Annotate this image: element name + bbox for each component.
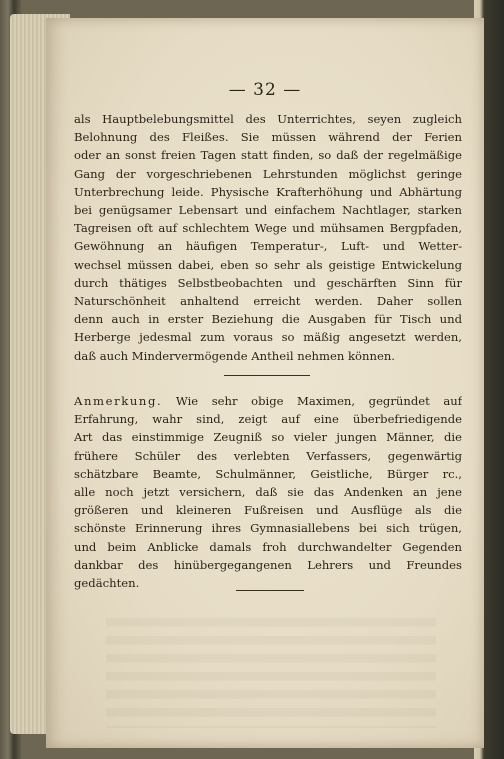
text-line: größeren und kleineren Fußreisen und Ausflüge als die [74,503,462,518]
text-line: Unterbrechung leide. Physische Krafterhöhung und Abhärtung [74,184,462,199]
text-line: denn auch in erster Beziehung die Ausgaben für Tisch und [74,312,462,327]
text-line: Erfahrung, wahr sind, zeigt auf eine überbefriedigende [74,412,462,427]
note-paragraph [74,392,462,592]
text-line: Gang der vorgeschriebenen Lehrstunden möglichst geringe [74,166,462,181]
main-paragraph [74,110,462,365]
text-line: Naturschönheit anhaltend erreicht werden. Daher sollen [74,294,462,309]
text-line: frühere Schüler des verlebten Verfassers, gegenwärtig [74,448,462,463]
show-through-texture [106,618,436,728]
text-line: als Hauptbelebungsmittel des Unterrichtes, seyen zugleich [74,112,462,126]
section-divider [224,375,310,376]
text-line: daß auch Mindervermögende Antheil nehmen können. [74,348,395,363]
text-line: bei genügsamer Lebensart und einfachem Nachtlager, starken [74,203,462,218]
text-line: Tagreisen oft auf schlechtem Wege und mühsamen Bergpfaden, [74,221,462,236]
text-line: gedächten. [74,576,140,591]
text-line: durch thätiges Selbstbeobachten und geschärften Sinn für [74,275,462,290]
note-first-line [74,392,462,410]
text-line: und beim Anblicke damals froh durchwandelter Gegenden [74,539,462,554]
note-first-line-text: Wie sehr obige Maximen, gegründet auf [175,394,462,408]
text-line: alle noch jetzt versichern, daß sie das Andenken an jene [74,485,462,500]
text-line: schätzbare Beamte, Schulmänner, Geistliche, Bürger rc., [74,466,462,481]
end-divider [236,590,304,591]
text-line: Belohnung des Fleißes. Sie müssen während der Ferien [74,130,462,145]
text-line: schönste Erinnerung ihres Gymnasiallebens bei sich trügen, [74,521,462,536]
book-page [46,18,484,748]
text-line: oder an sonst freien Tagen statt finden, so daß der regelmäßige [74,148,462,163]
note-label: Anmerkung. [74,394,163,408]
text-line: dankbar des hinübergegangenen Lehrers und Freundes [74,557,462,572]
text-line: wechsel müssen dabei, eben so sehr als geistige Entwickelung [74,257,462,272]
text-line: Art das einstimmige Zeugniß so vieler jungen Männer, die [74,430,462,445]
text-line: Gewöhnung an häufigen Temperatur-, Luft- und Wetter- [74,239,462,254]
page-number: — 32 — [228,80,302,100]
text-line: Herberge jedesmal zum voraus so mäßig angesetzt werden, [74,330,462,345]
